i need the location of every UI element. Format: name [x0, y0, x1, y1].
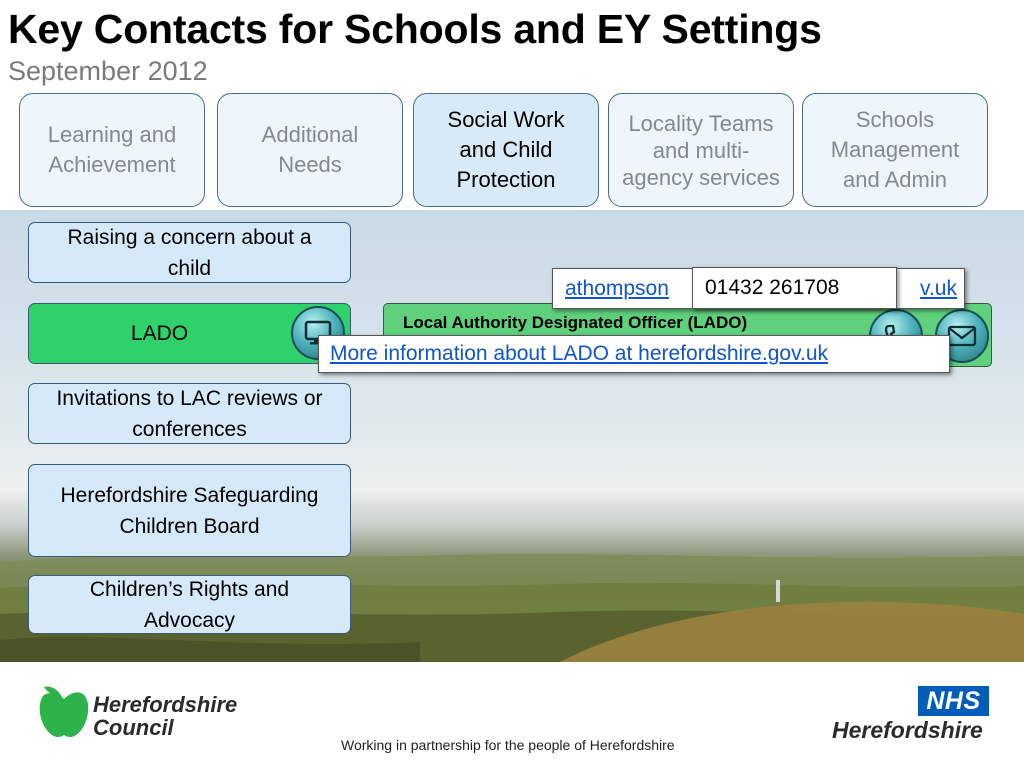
sidebar-item-label: Children’s Rights and Advocacy [89, 577, 290, 632]
lado-email-link-end[interactable]: v.uk [920, 277, 957, 300]
lado-heading: Local Authority Designated Officer (LADO) [403, 313, 748, 332]
tab-learning-and-achievement[interactable] [19, 93, 205, 207]
council-name-line-2: Council [93, 715, 174, 740]
council-name-line-1: Herefordshire [93, 692, 238, 717]
sidebar-item-label: Raising a concern about a child [67, 225, 312, 280]
sidebar-item-childrens-rights[interactable] [28, 575, 351, 634]
tab-schools-management-and-admin[interactable] [802, 93, 988, 207]
page-title: Key Contacts for Schools and EY Settings [8, 6, 822, 52]
tab-label: Locality Teams and multi-agency services [622, 110, 780, 190]
tab-social-work-and-child-protection[interactable] [413, 93, 599, 207]
envelope-icon [947, 324, 977, 348]
nhs-region-name: Herefordshire [832, 717, 983, 743]
lado-info-popup [318, 335, 950, 373]
tab-label: Additional Needs [261, 122, 359, 177]
lado-phone-number: 01432 261708 [705, 276, 840, 299]
page-subtitle: September 2012 [8, 56, 208, 86]
lado-phone-popup [692, 267, 897, 309]
sidebar-item-label: Invitations to LAC reviews or conferences [56, 386, 323, 441]
sidebar-item-label: Herefordshire Safeguarding Children Board [60, 483, 319, 538]
sidebar-item-lac-reviews[interactable] [28, 383, 351, 444]
tab-label: Learning and Achievement [47, 122, 177, 177]
sidebar-item-raising-a-concern[interactable] [28, 222, 351, 283]
lado-email-link-start[interactable]: athompson [565, 277, 669, 300]
tab-locality-teams[interactable] [608, 93, 794, 207]
lado-info-link[interactable]: More information about LADO at herefordshire.gov.uk [330, 342, 829, 365]
council-name [93, 693, 237, 739]
footer-tagline: Working in partnership for the people of Herefordshire [341, 737, 675, 753]
council-apple-logo [36, 683, 92, 741]
nhs-logo: NHS [918, 686, 989, 716]
tab-additional-needs[interactable] [217, 93, 403, 207]
tab-label: Social Work and Child Protection [447, 107, 565, 192]
sidebar-item-label: LADO [130, 322, 189, 345]
sidebar-item-safeguarding-board[interactable] [28, 464, 351, 557]
tab-label: Schools Management and Admin [830, 107, 960, 192]
